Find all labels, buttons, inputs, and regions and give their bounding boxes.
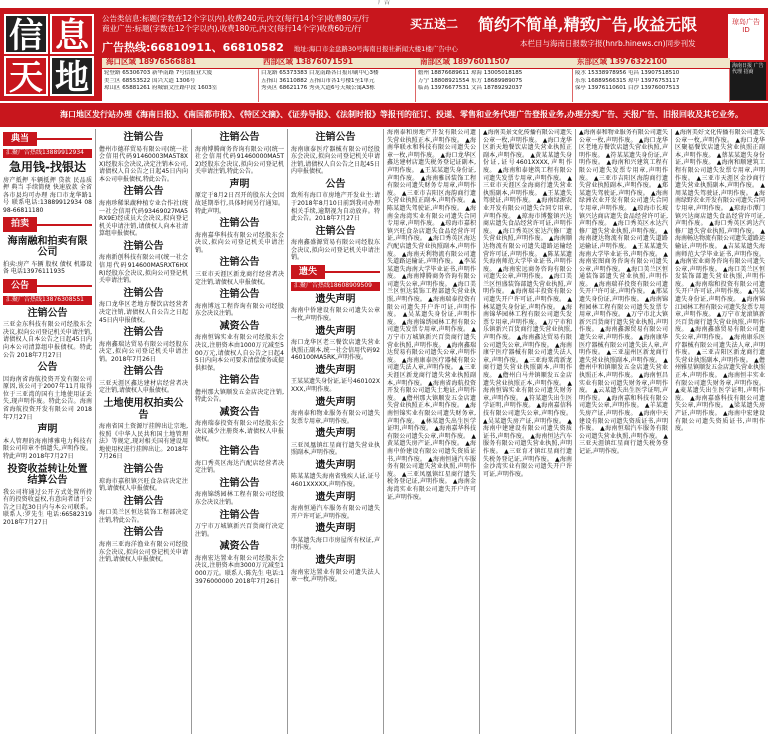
district-row: 保亭 13976110601 白沙 13976007513: [575, 85, 680, 91]
notice-body: ▲海南美好文化传播有限公司遗失公章一枚,声明作废。 ▲海口龙华区聚福餐饮店遗失营业执照正副本,声明作废。 ▲蔡某某遗失身份证,声明作废。 ▲海南和顺建筑工程有限公司遗失发票专用章,声明作废。 ▲三亚市天涯区金沙商行遗失营业执照副本,声明作废。 ▲周某遗失驾驶证,声明作废。 ▲海南绿野农业开发有限公司遗失合同专用章,声明作废。 ▲琼海市潭门镇兴达商店遗失食品经营许可证,声明作废。 ▲海口秀英区鸿达汽修厂遗失营业执照,声明作废。 ▲海南畅达物流有限公司遗失道路运输证,声明作废。 ▲吉某某遗失海南师范大学毕业证书,声明作废。 ▲海南宏业商务咨询有限公司遗失公章,声明作废。 ▲海口美兰区恒发装饰部遗失营业执照,声明作废。 ▲海南瑞和投资有限公司遗失开户许可证,声明作废。 ▲冯某遗失身份证,声明作废。 ▲海南锦江园林工程有限公司遗失发票专用章,声明作废。 ▲万宁市龙滚镇新兴百货商行遗失营业执照,声明作废。 ▲海南鑫盛贸易有限公司遗失公章,声明作废。 ▲海南康乐医疗器械有限公司遗失法人章,声明作废。 ▲三亚吉阳区新龙商行遗失营业执照副本,声明作废。 ▲儋州雅星镇顺发五金店遗失营业执照正本,声明作废。 ▲海南恒丰实业有限公司遗失财务章,声明作废。 ▲麦某遗失出生医学证明,声明作废。 ▲海南嘉盛科技有限公司遗失公章,声明作废。 ▲梁某遗失房产证,声明作废。 ▲海南中宏建设有限公司遗失资质证书,声明作废。: [675, 129, 766, 433]
logo-char-1: 信: [4, 14, 48, 54]
notice-body: ▲海南泰和物业服务有限公司遗失公章一枚,声明作废。 ▲海口龙华区老地方餐饮店遗失营业执照,声明作废。 ▲符某某遗失身份证,声明作废。 ▲海南和兴建筑工程有限公司遗失发票专用章,声明作废。 ▲三亚市吉阳区海韵商行遗失营业执照副本,声明作废。 ▲郑某遗失驾驶证,声明作废。 ▲海南绿洲农业开发有限公司遗失合同专用章,声明作废。 ▲琼海市长坡镇兴达商店遗失食品经营许可证,声明作废。 ▲海口秀英区永达汽修厂遗失营业执照,声明作废。 ▲海南捷达物流有限公司遗失道路运输证,声明作废。 ▲王某某遗失海南大学毕业证书,声明作废。 ▲海南宏图商务咨询有限公司遗失公章,声明作废。 ▲海口美兰区恒通装饰部遗失营业执照,声明作废。 ▲海南瑞祥投资有限公司遗失开户许可证,声明作废。 ▲邢某遗失身份证,声明作废。 ▲海南锦程园林工程有限公司遗失发票专用章,声明作废。 ▲万宁市北大镇新兴百货商行遗失营业执照,声明作废。 ▲海南鑫源贸易有限公司遗失公章,声明作废。 ▲海南康华医疗器械有限公司遗失法人章,声明作废。 ▲三亚崖州区新龙商行遗失营业执照副本,声明作废。 ▲儋州中和镇顺发五金店遗失营业执照正本,声明作废。 ▲海南恒昌实业有限公司遗失财务章,声明作废。 ▲云某遗失出生医学证明,声明作废。 ▲海南嘉和科技有限公司遗失公章,声明作废。 ▲羊某遗失房产证,声明作废。 ▲海南中天建设有限公司遗失资质证书,声明作废。 ▲海南恒瑞汽车服务有限公司遗失营业执照,声明作废。 ▲三亚天涯镇红星商行遗失税务登记证,声明作废。: [579, 129, 668, 455]
notice-heading: 注销公告: [315, 225, 356, 237]
district-body: [102, 69, 730, 102]
notice-heading: 注销公告: [123, 186, 164, 198]
notice-heading: 注销公告: [123, 366, 164, 378]
notice-body: 海南鑫盛源贸易有限公司经股东会决议,拟向公司登记机关申请注销。: [291, 239, 380, 262]
classified-header: [0, 8, 768, 101]
district-row: 乐东 16889566315 琼中 13976753117: [575, 77, 680, 84]
notice-body: 本人管理的海南博雅电力科技有限公司印章不慎遗失,声明作废。特此声明 2018年7月27日: [3, 437, 92, 460]
notice-heading: 减资公告: [219, 320, 260, 332]
notice-body: 海南泰和房地产开发有限公司遗失营业执照正本,声明作废。 ▲海南华联永和科技有限公司遗失公章一枚,声明作废。 ▲海口龙华区鑫达建材店遗失税务登记证副本,声明作废。 ▲王某某遗失身份证,声明作废。 ▲海南雅居装饰工程有限公司遗失财务专用章,声明作废。 ▲三亚市吉阳区海韵商行遗失营业执照正副本,声明作废。 ▲陈某遗失驾驶证,声明作废。 ▲海南金海湾实业有限公司遗失合同专用章,声明作废。 ▲琼海市嘉积镇兴旺食杂店遗失食品经营许可证,声明作废。 ▲海口秀英区海达汽配店遗失营业执照副本,声明作废。 ▲海南天利物流有限公司遗失道路运输证,声明作废。 ▲李某某遗失海南大学毕业证书,声明作废。 ▲海南博腾商务咨询有限公司遗失公章,声明作废。 ▲海口美兰区恒达装饰工程部遗失营业执照,声明作废。 ▲海南瑞泰投资有限公司遗失开户许可证,声明作废。 ▲吴某遗失身份证,声明作废。 ▲海南锦绣园林工程有限公司遗失发票专用章,声明作废。 ▲万宁市万城镇新兴百货商行遗失营业执照,声明作废。 ▲海南鑫瑞达贸易有限公司遗失公章,声明作废。 ▲海南康泰医疗器械有限公司遗失法人章,声明作废。 ▲三亚天涯区新龙商行遗失营业执照副本,声明作废。 ▲海南省海航投资开发有限公司遗失土地证,声明作废。 ▲儋州那大镇顺发五金店遗失营业执照正本,声明作废。 ▲海南恒锦实业有限公司遗失财务章,声明作废。 ▲林某遗失出生医学证明,声明作废。 ▲海南嘉华科技有限公司遗失公章,声明作废。 ▲黄某遗失房产证,声明作废。 ▲海南中侨建设有限公司遗失资质证书,声明作废。 ▲海南恒通汽车服务有限公司遗失营业执照,声明作废。 ▲三亚凤凰镇红星商行遗失税务登记证,声明作废。 ▲海南金海湾实业有限公司遗失开户许可证,声明作废。: [387, 129, 476, 501]
logo-char-4: 地: [50, 56, 94, 96]
notice-heading: 注销公告: [123, 495, 164, 507]
notice-body: 三亚凤凰镇红星商行遗失营业执照副本,声明作废。: [291, 441, 380, 457]
ad-hotline: [102, 42, 458, 55]
column-3: [192, 129, 288, 734]
district-contacts: [102, 58, 730, 102]
section-tag-label: 典当: [3, 132, 37, 146]
notice-body: 海南瑞泰投资有限公司经股东会决议减少注册资本,请债权人申报债权。: [195, 420, 284, 443]
notice-body: 致所有海口市房地产开发业主:请于2018年8月10日前到我司办理相关手续,逾期视为自动放弃。特此公告。2018年7月27日: [291, 192, 380, 223]
notice-body: 三亚天涯区鑫达建材店经营者决定注销,请债权人申报债权。: [99, 379, 188, 395]
notice-heading: 注销公告: [219, 132, 260, 143]
column-8: [672, 129, 768, 734]
notice-body: 海南恒锦实业有限公司经股东会决议,注册资本由1000万元减至500万元,请债权人自公告之日起45日内向本公司要求清偿债务或提供担保。: [195, 334, 284, 372]
notice-body: 万宁市万城镇新兴百货商行决定注销。: [195, 523, 284, 538]
notice-body: ▲海南美景文化传播有限公司遗失公章一枚,声明作废。 ▲海口龙华区新天地餐饮店遗失营业执照正副本,声明作废。 ▲黄某某遗失身份证,证号4601XXXX,声明作废。 ▲海南和泰建筑工程有限公司遗失发票专用章,声明作废。 ▲三亚市天涯区金海商行遗失营业执照副本,声明作废。 ▲王某遗失驾驶证,声明作废。 ▲海南绿源农业开发有限公司遗失合同专用章,声明作废。 ▲琼海市博鳌镇兴达商店遗失食品经营许可证,声明作废。 ▲海口秀英区宏达汽修厂遗失营业执照,声明作废。 ▲海南顺达物流有限公司遗失道路运输经营许可证,声明作废。 ▲陈某某遗失海南师范大学毕业证书,声明作废。 ▲海南宏远商务咨询有限公司遗失公章,声明作废。 ▲海口美兰区恒盛装饰部遗失营业执照,声明作废。 ▲海南瑞丰投资有限公司遗失开户许可证,声明作废。 ▲林某遗失身份证,声明作废。 ▲海南锦华园林工程有限公司遗失发票专用章,声明作废。 ▲万宁市和乐镇新兴百货商行遗失营业执照,声明作废。 ▲海南鑫达贸易有限公司遗失公章,声明作废。 ▲海南康宁医疗器械有限公司遗失法人章,声明作废。 ▲三亚海棠湾新龙商行遗失营业执照副本,声明作废。 ▲儋州白马井镇顺发五金店遗失营业执照正本,声明作废。 ▲海南恒锦实业有限公司遗失财务章,声明作废。 ▲符某遗失出生医学证明,声明作废。 ▲海南嘉信科技有限公司遗失公章,声明作废。 ▲吴某遗失房产证,声明作废。 ▲海南中建建设有限公司遗失资质证书,声明作废。 ▲海南恒达汽车服务有限公司遗失营业执照,声明作废。 ▲三亚育才镇红星商行遗失税务登记证,声明作废。 ▲海南金沙湾实业有限公司遗失开户许可证,声明作废。: [483, 129, 572, 478]
district-row: 白龙路 65373383 白龙南路各日报印刷中心3楼: [261, 70, 379, 76]
notice-heading: 海南融和拍卖有限公司: [7, 235, 88, 259]
notice-body: 海口美兰区恒达装饰工程部决定注销,特此公告。: [99, 509, 188, 524]
notice-body: 儋州市德祥贸易有限公司(统一社会信用代码91460003MA5T8XX)经股东会决议,决定注销本公司,请债权人自公告之日起45日内向本公司申报债权,特此公告。: [99, 145, 188, 183]
district-col-1: [102, 69, 259, 102]
district-name-2: 西部区域 13876071591: [263, 57, 354, 66]
district-row: 五指山 36110882 五指山市各1号楼1至1单元: [261, 77, 375, 84]
logo: [4, 14, 96, 98]
notice-body: 琼海市嘉积镇兴旺食杂店决定注销,请债权人申报债权。: [99, 477, 188, 493]
slogan: 简约不简单,精致广告,收益无限: [478, 15, 698, 34]
notice-body: 海口龙华区老三餐饮店遗失营业执照正副本,统一社会信用代码92460100MA5RK,声明作废。: [291, 339, 380, 362]
section-tag: [3, 278, 92, 294]
column-4: [288, 129, 384, 734]
notice-heading: 注销公告: [123, 287, 164, 299]
notice-heading: 声明: [37, 424, 58, 436]
notice-body: 海南新创科技有限公司(统一社会信用代码914600MA5RXT6HXR)经股东会决议,拟向公司登记机关申请注销。: [99, 254, 188, 285]
district-name-1: 海口区域 18976566881: [106, 57, 197, 66]
side-promo: 海南日报 广告代理 招商: [730, 62, 766, 100]
logo-char-2: 息: [50, 14, 94, 54]
notice-body: 海南博远工程咨询有限公司经股东会决议注销。: [195, 302, 284, 318]
notice-body: 三亚金东科技有限公司经股东会决议,拟向公司登记机关申请注销,请债权人自本公告之日起45日内向本公司清算组申报债权。特此公告 2018年7月27日: [3, 321, 92, 359]
notice-body: 陈某某遗失海南省残疾人证,证号4601XXXXX,声明作废。: [291, 473, 380, 489]
notice-heading: 注销公告: [219, 477, 260, 489]
notice-body: 拍卖:房产 车辆 股权 债权 机器设备 电话13976111935: [3, 260, 92, 276]
hotline-numbers: 广告热线:66810911、66810582: [102, 41, 284, 54]
notice-heading: 公告: [325, 178, 346, 190]
district-row: 秀英区 68621176 秀英大道6号天城公寓A3栋: [261, 85, 375, 91]
column-5: [384, 129, 480, 734]
district-row: 万宁 18808921554 东方 18689989075: [418, 77, 523, 84]
hotline-address: 地址:海口市金盘路30号海南日报社新闻大楼1楼广告中心: [293, 45, 458, 53]
district-name-4: 东部区域 13976322100: [577, 57, 668, 66]
notice-heading: 注销公告: [123, 527, 164, 539]
notice-heading: 注销公告: [315, 132, 356, 143]
notice-body: 海南康泰医疗器械有限公司经股东会决议,拟向公司登记机关申请注销,请债权人自公告之日起45日内申报债权。: [291, 145, 380, 176]
section-tag-label: 拍卖: [3, 217, 37, 231]
district-col-3: [416, 69, 573, 102]
promo-buy-five: 买五送二: [410, 17, 459, 31]
pricing-info: [102, 14, 442, 34]
notice-heading: 遗失声明: [315, 293, 356, 305]
notice-heading: 遗失声明: [315, 459, 356, 471]
notice-heading: 注销公告: [219, 509, 260, 521]
notice-body: 三亚市天涯区新龙商行经营者决定注销,请债权人申报债权。: [195, 270, 284, 286]
district-row: 临高 13976677531 文昌 18789292037: [418, 85, 523, 91]
section-tag-rule: [37, 224, 92, 226]
page-top-label: 广告: [377, 0, 390, 6]
notice-heading: 遗失声明: [315, 491, 356, 503]
logo-char-3: 天: [4, 56, 48, 96]
district-row: 美兰区 68553522 国兴大道 1306号: [104, 77, 196, 84]
notice-body: 海南珍稀果蔬种植专业合作社(统一社会信用代码93469027MA5RX9E)经成员大会决议,拟向登记机关申请注销,请债权人向本社清算组申报债权。: [99, 199, 188, 238]
notice-heading: 注销公告: [219, 257, 260, 269]
column-7: [576, 129, 672, 734]
district-col-2: [259, 69, 416, 102]
notice-body: 海南恒通汽车服务有限公司遗失开户许可证,声明作废。: [291, 505, 380, 520]
notice-body: 海南锦绣园林工程有限公司经股东会决议注销。: [195, 491, 284, 507]
notice-body: 海南宏达置业有限公司经股东会决议,注册资本由3000万元减至1000万元。联系人:陈先生 电话:13976000000 2018年7月26日: [195, 554, 284, 585]
notice-heading: 声明: [229, 178, 250, 190]
notice-heading: 注销公告: [219, 446, 260, 458]
district-col-4: [573, 69, 730, 102]
notice-body: 海南三亚海洋渔业有限公司经股东会决议,拟向公司登记机关申请注销,请债权人申报债权。: [99, 540, 188, 564]
notice-body: 海口秀英区海达汽配店经营者决定注销。: [195, 459, 284, 475]
notice-body: 王某某遗失身份证,证号460102XXXX,声明作废。: [291, 378, 380, 393]
notice-body: 我公司将通过公开方式处置所持有的投资收益权,有意向者请于公告之日起30日内与本公司联系。联系人:罗先生 电话:66582319 2018年7月27日: [3, 488, 92, 526]
notice-heading: 急用钱-找银达: [9, 159, 86, 174]
section-tag-label: 遗失: [291, 265, 325, 279]
pricing-line-1: 公告类信息:标题(字数在12个字以内),收费240元,内文(每行14个字)收费80元/行: [102, 14, 369, 23]
notice-heading: 注销公告: [219, 289, 260, 301]
section-tag-label: 公告: [3, 279, 37, 293]
notice-body: 海南宏达置业有限公司遗失法人章一枚,声明作废。: [291, 568, 380, 584]
district-row: 轮登路 65306703 新华南路 7号信报业大厦: [104, 70, 213, 76]
hotline-bar: 汇聚广告热线13876308551: [3, 296, 92, 305]
section-tag: [291, 264, 380, 280]
notice-heading: 注销公告: [123, 240, 164, 252]
district-name-3: 南部区域 18976011507: [420, 57, 511, 66]
notice-heading: 注销公告: [123, 132, 164, 143]
notice-heading: 公告: [37, 362, 58, 374]
notice-heading: 遗失声明: [315, 555, 356, 567]
distribution-banner: 海口地区发行站办理《海南日报》、《南国都市报》、《特区文摘》、《证券导报》、《法制时报》等报刊的征订、投递、零售和业务代理广告登报业务,办理分类广告、天报广告、旧报回收及其它业务。: [0, 103, 768, 127]
section-tag-rule: [325, 271, 380, 273]
notice-heading: 减资公告: [219, 541, 260, 553]
notice-heading: 遗失声明: [315, 396, 356, 408]
notice-body: 原定于8月2日召开的股东大会因故延期举行,具体时间另行通知。特此声明。: [195, 192, 284, 215]
notice-heading: 投资收益转让处置结算公告: [7, 463, 88, 487]
notice-body: 海南泰和物业服务有限公司遗失发票专用章,声明作废。: [291, 410, 380, 425]
notice-heading: 注销公告: [123, 464, 164, 476]
pricing-line-2: 商业广告:标题(字数在12个字以内),收费180元,内文(每行14个字)收费60元/行: [102, 24, 362, 33]
section-tag-rule: [37, 138, 92, 140]
notice-heading: 遗失声明: [315, 428, 356, 440]
column-2: [96, 129, 192, 734]
notice-body: 海南中侨建设有限公司遗失公章一枚,声明作废。: [291, 307, 380, 323]
section-tag: [3, 217, 92, 233]
district-row: 琼山区 65881261 府城镇文庄路中段 1603室: [104, 85, 218, 91]
notice-heading: 注销公告: [219, 218, 260, 230]
district-row: 儋州 18876689611 琼海 13005018185: [418, 70, 523, 76]
notice-heading: 遗失声明: [315, 364, 356, 376]
notice-body: 李某遗失海口市房屋所有权证,声明作废。: [291, 536, 380, 552]
notice-heading: 土地使用权拍卖公告: [103, 398, 184, 421]
notice-heading: 注销公告: [123, 327, 164, 339]
column-1: [0, 129, 96, 734]
section-tag: [3, 131, 92, 147]
ad-badge: 琼岛广告 ID: [728, 14, 764, 60]
notice-body: 海南博腾商务咨询有限公司(统一社会信用代码91460000MA5T2)经股东会决议,拟向公司登记机关申请注销,特此公告。: [195, 145, 284, 176]
slogan-sub: 本栏目与海南日报数字报(hnrb.hinews.cn)同步刊发: [520, 39, 696, 48]
district-head: [102, 58, 730, 69]
notice-body: 房产抵押 车辆抵押 贷款 民品质押 典当 手续简便 快速放款 全省各市县均可办理 海口市龙华路1号 联系电话:13889912934 0898-66811180: [3, 176, 92, 215]
hotline-bar: 汇聚广告热线18608909509: [291, 282, 380, 291]
notice-heading: 注销公告: [27, 307, 68, 319]
column-6: [480, 129, 576, 734]
notice-body: 海南鑫瑞达贸易有限公司经股东决定,拟向公司登记机关申请注销。2018年7月26日: [99, 340, 188, 363]
notice-body: 海口龙华区老地方餐饮店经营者决定注销,请债权人自公告之日起45日内申报债权。: [99, 301, 188, 324]
notice-body: 儋州那大镇顺发五金店决定注销,特此公告。: [195, 388, 284, 404]
notice-heading: 遗失声明: [315, 523, 356, 535]
notice-body: 海南嘉华科技有限公司经股东会决议,拟向公司登记机关申请注销。: [195, 231, 284, 254]
notice-heading: 减资公告: [219, 406, 260, 418]
classified-columns: [0, 129, 768, 734]
notice-body: 因海南省海航投资开发有限公司原因,该公司于2007年11月取得位于三亚湾的国有土地使用证丢失,现声明作废。特此公告。海南省海航投资开发有限公司 2018年7月27日: [3, 375, 92, 421]
notice-heading: 注销公告: [219, 375, 260, 387]
notice-heading: 遗失声明: [315, 325, 356, 337]
district-row: 陵水 15338978956 屯昌 13907518510: [575, 70, 680, 76]
hotline-bar: 汇聚广告热线13889912934: [3, 149, 92, 158]
section-tag-rule: [37, 285, 92, 287]
notice-body: 海南省国土资源厅挂牌出让宗地,按照《中华人民共和国土地管理法》等规定,现对相关国有建设用地使用权进行挂牌出让。2018年7月26日: [99, 423, 188, 461]
